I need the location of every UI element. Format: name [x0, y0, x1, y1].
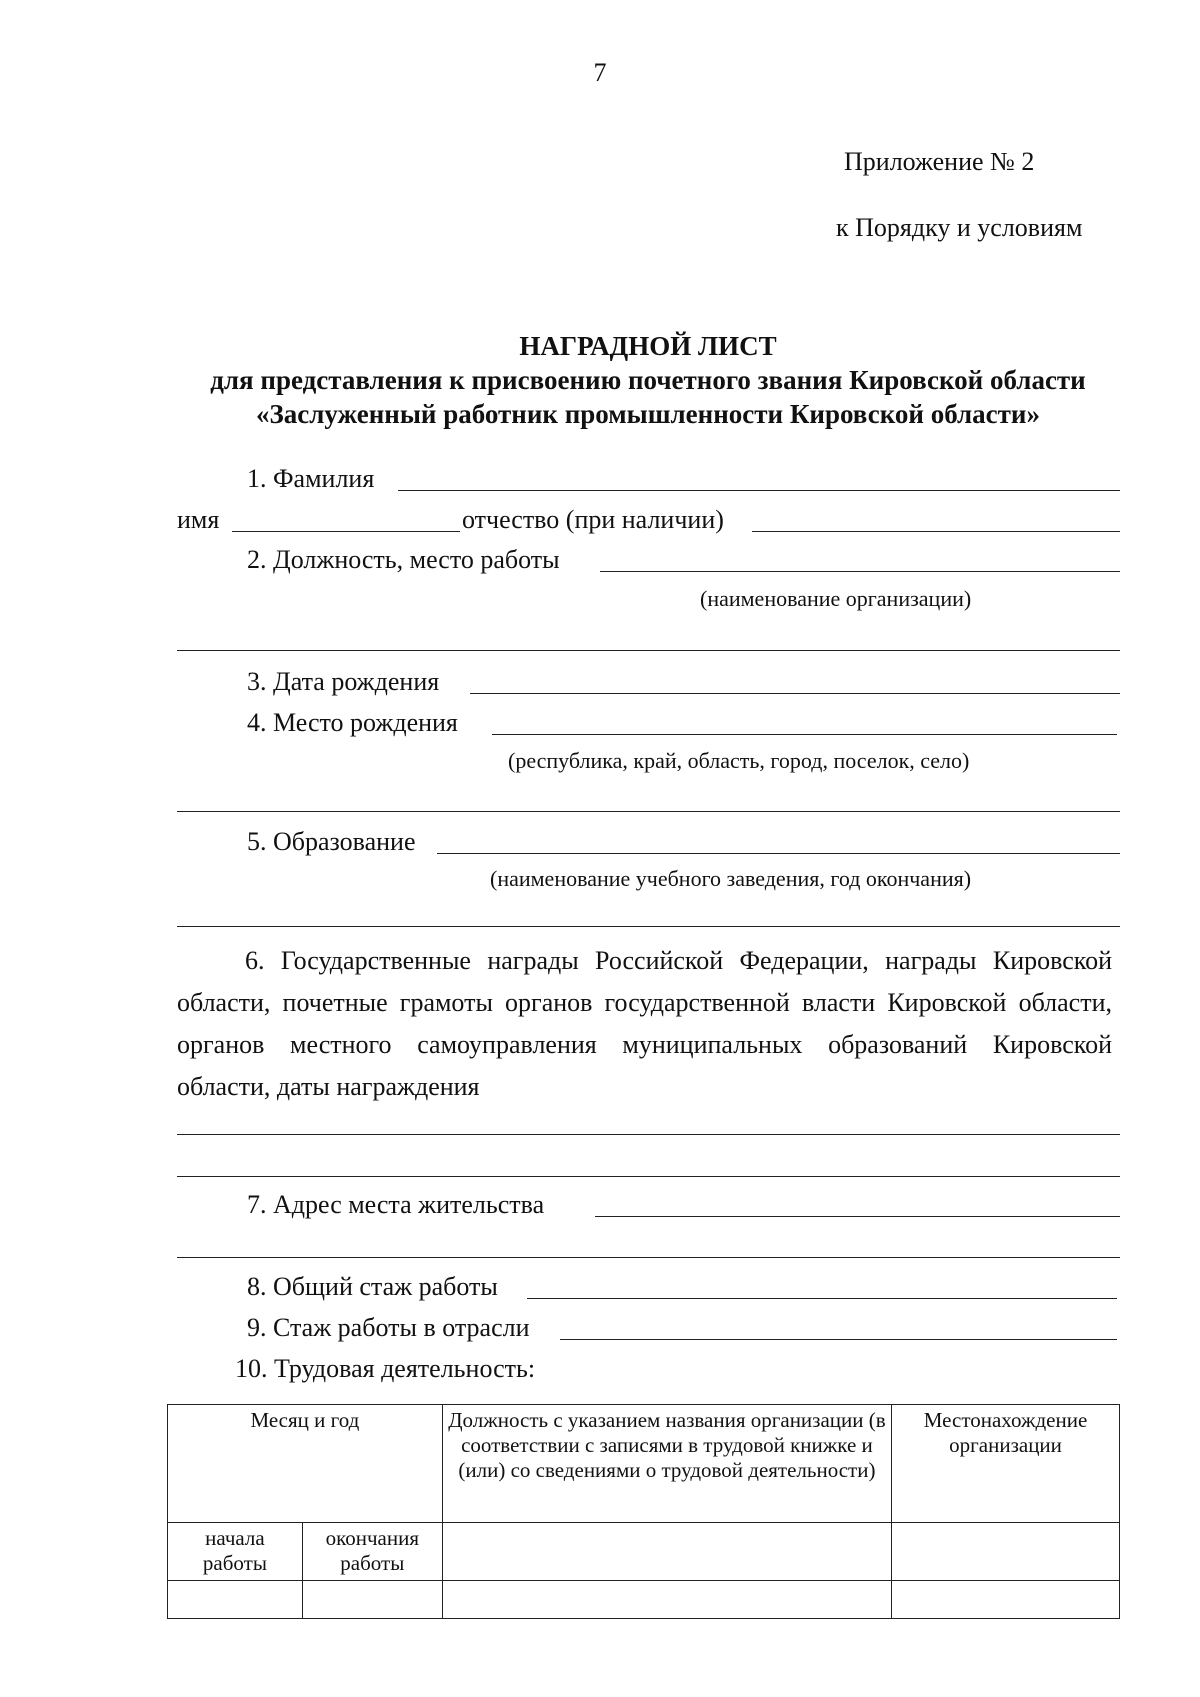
- table-cell[interactable]: [168, 1581, 303, 1619]
- position-label: 2. Должность, место работы: [247, 545, 560, 574]
- birth-place-line[interactable]: [492, 734, 1117, 735]
- page-number: 7: [593, 58, 607, 87]
- position-line[interactable]: [600, 571, 1120, 572]
- education-hint: (наименование учебного заведения, год окончания): [490, 866, 972, 891]
- name-label: имя: [177, 505, 220, 534]
- address-line[interactable]: [595, 1216, 1120, 1217]
- position-line-2[interactable]: [177, 650, 1120, 651]
- awards-line-2[interactable]: [177, 1176, 1120, 1177]
- name-line[interactable]: [232, 531, 460, 532]
- education-label: 5. Образование: [247, 827, 416, 856]
- address-line-2[interactable]: [177, 1257, 1120, 1258]
- header-position: Должность с указанием названия организации (в соответствии с записями в трудовой книжке и (или) со сведениями о трудовой деятельности): [442, 1405, 891, 1523]
- appendix-label: Приложение № 2: [844, 147, 1035, 176]
- work-activity-label: 10. Трудовая деятельность:: [235, 1354, 536, 1383]
- document-title: НАГРАДНОЙ ЛИСТ: [519, 331, 777, 361]
- header-month-year: Месяц и год: [168, 1405, 443, 1523]
- patronymic-line[interactable]: [752, 531, 1120, 532]
- birth-place-label: 4. Место рождения: [247, 708, 458, 737]
- education-line-2[interactable]: [177, 926, 1120, 927]
- order-reference: к Порядку и условиям: [836, 213, 1083, 242]
- total-experience-line[interactable]: [527, 1298, 1117, 1299]
- title-line-1: для представления к присвоению почетного звания Кировской области: [210, 365, 1086, 395]
- table-cell[interactable]: [892, 1581, 1120, 1619]
- subheader-start: начала работы: [168, 1523, 303, 1581]
- work-activity-table: [167, 1404, 1120, 1619]
- awards-line-1[interactable]: [177, 1134, 1120, 1135]
- surname-label: 1. Фамилия: [247, 464, 375, 493]
- surname-line[interactable]: [398, 490, 1120, 491]
- total-experience-label: 8. Общий стаж работы: [247, 1272, 498, 1301]
- position-hint: (наименование организации): [700, 586, 972, 611]
- table-cell[interactable]: [892, 1523, 1120, 1581]
- address-label: 7. Адрес места жительства: [247, 1190, 545, 1219]
- title-line-2: «Заслуженный работник промышленности Кировской области»: [255, 399, 1040, 429]
- education-line[interactable]: [437, 853, 1120, 854]
- patronymic-label: отчество (при наличии): [462, 505, 724, 534]
- subheader-end: окончания работы: [302, 1523, 442, 1581]
- industry-experience-label: 9. Стаж работы в отрасли: [247, 1313, 530, 1342]
- table-cell[interactable]: [442, 1581, 891, 1619]
- birth-place-line-2[interactable]: [177, 811, 1120, 812]
- awards-text: 6. Государственные награды Российской Федерации, награды Кировской области, почетные грамоты органов государственной власти Кировской области, органов местного самоуправления муниципальных образований Кировской области, даты награждения: [177, 946, 1112, 1101]
- header-location: Местонахождение организации: [892, 1405, 1120, 1523]
- table-cell[interactable]: [302, 1581, 442, 1619]
- industry-experience-line[interactable]: [560, 1339, 1117, 1340]
- table-cell[interactable]: [442, 1523, 891, 1581]
- birth-date-label: 3. Дата рождения: [247, 667, 440, 696]
- birth-place-hint: (республика, край, область, город, поселок, село): [508, 748, 970, 773]
- awards-paragraph: [177, 940, 1112, 1108]
- birth-date-line[interactable]: [470, 693, 1120, 694]
